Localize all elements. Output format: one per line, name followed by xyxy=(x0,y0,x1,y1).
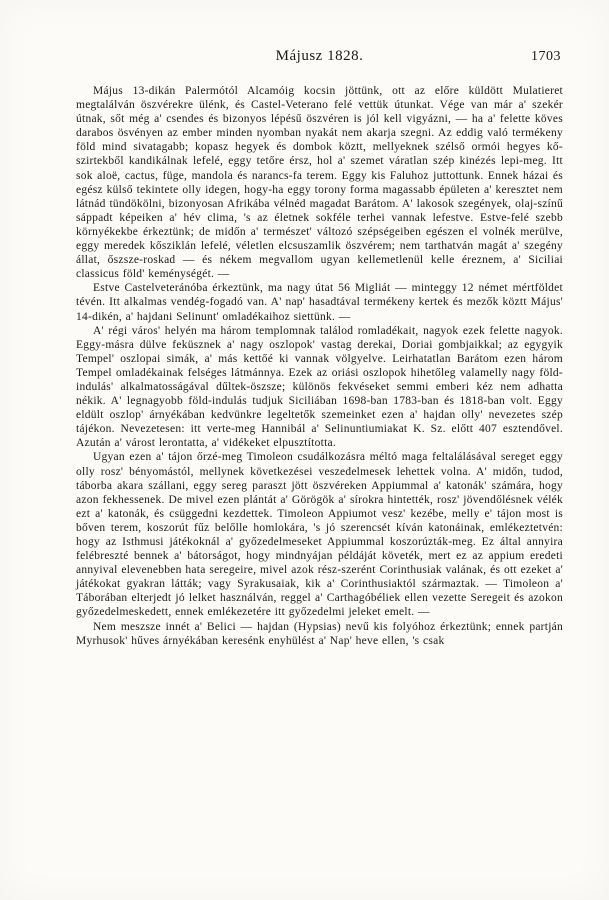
paragraph-4: Ugyan ezen a' tájon őrzé-meg Timoleon csudálkozásra méltó maga feltalálásával sereget eggy olly rosz' bényomástól, mellynek következései veszedelmesek lehettek volna. A' midőn, tudod, táborba akara szállani, eggy sereg paraszt jött öszvéreken Appiummal a' katonák' számára, hogy azon fekhessenek. De mivel ezen plántát a' Görögök a' sírokra hintették, rosz' jövendőlésnek vélék ezt a' katonák, és csüggedni kezdettek. Timoleon Appiumot vesz' kezébe, melly e' tájon most is bőven terem, koszorút fűz belőlle homlokára, 's jó szerencsét kíván katonáinak, emlékeztetvén: hogy az Isthmusi játékoknál a' győzedelmeseket Appiummal koszorúzták-meg. Ez által annyira felébreszté bennek a' bátorságot, hogy mindnyájan példáját követék, mert ez az appium eredeti annyival elevenebben hata seregeire, mivel azok rész-szerént Corinthusiak valának, és ott ezeket a' játékokat gyakran látták; vagy Syrakusaiak, kik a' Corinthusiaktól származtak. — Timoleon a' Táborában elterjedt jó lelket használván, reggel a' Carthagóbéliek ellen vezette Seregeit és azokon győzedelmeskedett, ennek emlékezetére itt győzedelmi jeleket emelt. — xyxy=(76,451,563,619)
paragraph-5: Nem meszsze innét a' Belici — hajdan (Hypsias) nevű kis folyóhoz érkeztünk; ennek partján Myrhusok' hűves árnyékában keresénk enyhülést a' Nap' heve ellen, 's csak xyxy=(76,620,563,647)
page-body xyxy=(76,84,563,648)
paragraph-2: Estve Castelveteránóba érkeztünk, ma nagy útat 56 Migliát — minteggy 12 német mértföldet tévén. Itt alkalmas vendég-fogadó van. A' nap' hasadtával termékeny kertek és mezők köztt Május' 14-dikén, a' hajdani Selinunt' omladékaihoz siettünk. — xyxy=(76,282,563,323)
page-title: Májusz 1828. xyxy=(275,48,364,64)
paragraph-3: A' régi város' helyén ma három templomnak találod romladékait, nagyok ezek felette nagyok. Eggy-másra dülve feküsznek a' nagy oszlopok' vastag derekai, Doriai gombjaikkal; az egygyik Tempel' oszlopai simák, a' más kettőé ki vannak völgyelve. Leirhatatlan Barátom ezen három Tempel omladékainak felséges látmánnya. Ezek az oriási oszlopok hihetőleg valamelly nagy föld-indulás' alkalmatosságával dűltek-öszsze; különös fekvéseket semmi emberi kéz nem adhatta nékik. A' legnagyobb föld-indulás tudjuk Siciliában 1698-ban 1783-ban és 1818-ban volt. Eggy eldült oszlop' árnyékában kedvünkre legeltetők szemeinket ezen a' hajdan olly' nevezetes szép tájékon. Nevezetesen: itt verte-meg Hannibál a' Selinuntiumiakat K. Sz. előtt 407 esztendővel. Azután a' várost lerontatta, a' vidékeket elpusztította. xyxy=(76,324,563,450)
paragraph-1: Május 13-dikán Palermótól Alcamóig kocsin jöttünk, ott az előre küldött Mulatieret megtalálván öszvérekre ülénk, és Castel-Veterano felé vettük útunkat. Vége van már a' szekér útnak, sőt még a' csendes és bizonyos lépésű öszvéren is jól kell vigyázni, — ha a' felette köves darabos ösvényen az ember minden nyomban nyakát nem akarja szegni. Az eddig való termékeny föld mind sivatagabb; kopasz hegyek és dombok köztt, mellyeknek szélső ormói hegyes kő-szirtekből kandikálnak lefelé, eggy tetőre érsz, hol a' szemet váratlan szép kinézés lepi-meg. Itt sok aloë, cactus, füge, mandola és narancs-fa terem. Eggy kis Faluhoz juttottunk. Ennek házai és egész külső tekintete olly idegen, hogy-ha eggy torony forma magassabb épületen a' keresztet nem látnád tündökölni, bizonyosan Afrikába vélnéd magadat Barátom. A' lakosok szegények, olaj-színű sáppadt képeiken a' hév clima, 's az életnek sokféle terhei vannak lefestve. Estve-felé szebb környékekbe érkeztünk; de midőn a' természet' változó szépségeiben egészen el volnék merülve, eggy meredek kősziklán lefelé, véletlen elcsuszamlik öszvérem; nem tarthatván magát a' szegény állat, őszsze-roskad — és nékem megvallom ugyan kellemetlenül kelle éreznem, a' Siciliai classicus föld' keménységét. — xyxy=(76,85,563,281)
page-number: 1703 xyxy=(531,49,561,64)
page-header xyxy=(76,48,563,70)
